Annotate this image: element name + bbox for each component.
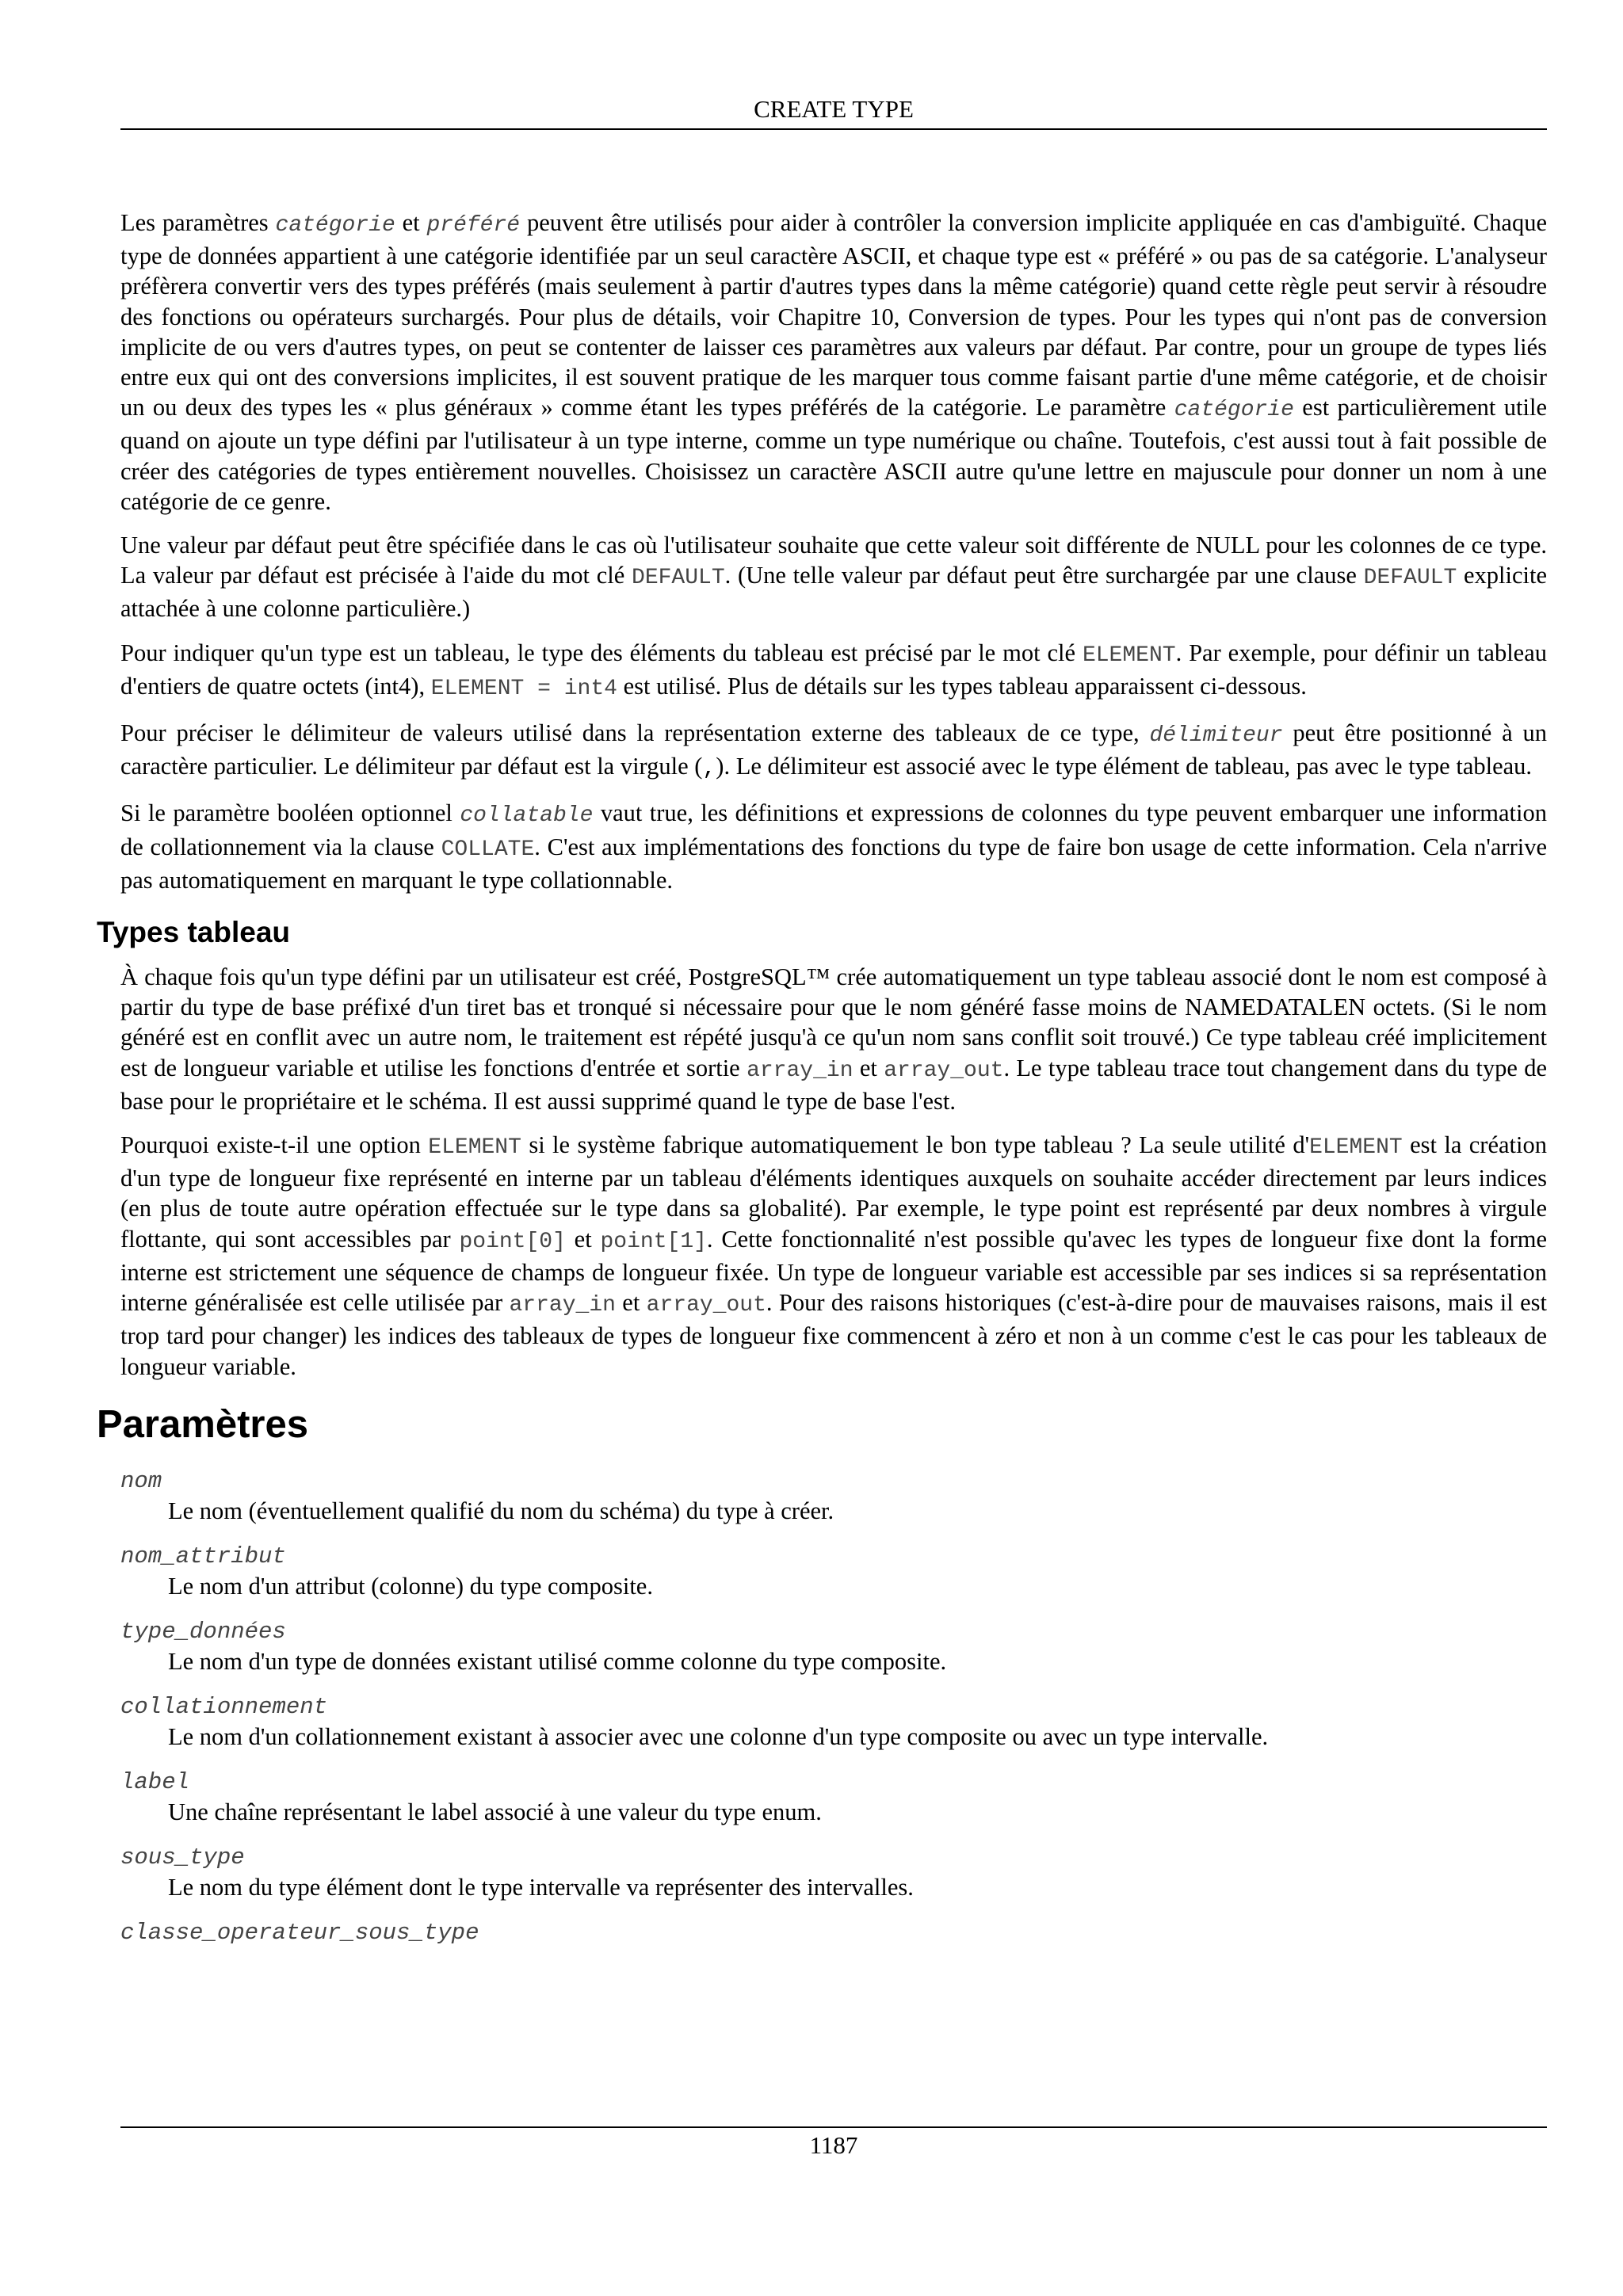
text: et	[615, 1289, 647, 1317]
text: et	[565, 1225, 601, 1253]
paragraph-element	[120, 638, 1547, 704]
text: . (Une telle valeur par défaut peut être surchargée par une clause	[724, 562, 1364, 589]
paragraph-categorie-prefere	[120, 208, 1547, 517]
replaceable-categorie: catégorie	[275, 213, 395, 238]
literal-element: ELEMENT	[1082, 643, 1176, 668]
replaceable-collatable: collatable	[460, 803, 594, 829]
text: explicite attachée à une colonne particulière.)	[120, 562, 1547, 623]
paragraph-types-tableau-1	[120, 962, 1547, 1116]
literal-collate: COLLATE	[441, 837, 535, 862]
param-desc-label: Une chaîne représentant le label associé à une valeur du type enum.	[168, 1798, 822, 1825]
param-desc-nom-attribut: Le nom d'un attribut (colonne) du type composite.	[168, 1572, 653, 1600]
text: Si le paramètre booléen optionnel	[120, 799, 460, 827]
replaceable-delimiteur: délimiteur	[1149, 723, 1283, 749]
text: Pourquoi existe-t-il une option	[120, 1131, 429, 1159]
param-desc-collationnement: Le nom d'un collationnement existant à associer avec une colonne d'un type composite ou avec un type intervalle.	[168, 1722, 1269, 1750]
paragraph-collatable	[120, 798, 1547, 895]
param-term-collationnement: collationnement	[120, 1693, 328, 1720]
text: et	[395, 209, 427, 236]
literal-comma: ,	[702, 757, 716, 782]
literal-array-in: array_in	[747, 1058, 854, 1083]
text: . Le type tableau trace tout changement dans du type de base pour le propriétaire et le schéma. Il est aussi supprimé quand le type de base l'est.	[120, 1054, 1547, 1115]
replaceable-categorie: catégorie	[1174, 398, 1294, 423]
literal-element: ELEMENT	[1309, 1135, 1403, 1161]
literal-default: DEFAULT	[1363, 566, 1457, 591]
text: À chaque fois qu'un type défini par un utilisateur est créé, PostgreSQL™ crée automatiquement un type tableau associé dont le nom est composé à partir du type de base préfixé d'un tiret bas et tronqué si nécessaire pour que le nom généré fasse moins de NAMEDATALEN octets. (Si le nom généré est en conflit avec un autre nom, le traitement est répété jusqu'à ce qu'un nom sans conflit soit trouvé.) Ce type tableau créé implicitement est de longueur variable et utilise les fonctions d'entrée et sortie	[120, 963, 1547, 1081]
param-term-type-donnees: type_données	[120, 1618, 286, 1645]
param-term-nom-attribut: nom_attribut	[120, 1543, 286, 1569]
running-header: CREATE TYPE	[754, 95, 914, 123]
text: est utilisé. Plus de détails sur les types tableau apparaissent ci-dessous.	[617, 672, 1307, 700]
literal-array-out: array_out	[884, 1058, 1004, 1083]
page-number: 1187	[809, 2131, 858, 2159]
text: Pour indiquer qu'un type est un tableau, le type des éléments du tableau est précisé par le mot clé	[120, 639, 1083, 666]
text: . Pour des raisons historiques (c'est-à-dire pour de mauvaises raisons, mais il est trop tard pour changer) les indices des tableaux de types de longueur fixe commencent à zéro et non à un comme c'est le cas pour les tableaux de longueur variable.	[120, 1289, 1547, 1380]
literal-element: ELEMENT	[428, 1135, 521, 1161]
param-desc-type-donnees: Le nom d'un type de données existant utilisé comme colonne du type composite.	[168, 1647, 947, 1675]
text: peut être positionné à un caractère particulier. Le délimiteur par défaut est la virgule (	[120, 719, 1547, 780]
literal-default: DEFAULT	[632, 566, 725, 591]
text: vaut true, les définitions et expressions de colonnes du type peuvent embarquer une information de collationnement via la clause	[120, 799, 1547, 860]
replaceable-prefere: préféré	[426, 213, 521, 238]
page-content	[97, 208, 1548, 1947]
text: Une valeur par défaut peut être spécifiée dans le cas où l'utilisateur souhaite que cette valeur soit différente de NULL pour les colonnes de ce type. La valeur par défaut est précisée à l'aide du mot clé	[120, 532, 1547, 589]
param-desc-sous-type: Le nom du type élément dont le type intervalle va représenter des intervalles.	[168, 1873, 914, 1901]
param-term-nom: nom	[120, 1467, 162, 1494]
header-rule	[120, 128, 1547, 130]
literal-element-int4: ELEMENT = int4	[430, 676, 617, 701]
param-term-classe-operateur-sous-type: classe_operateur_sous_type	[120, 1919, 479, 1946]
text: est particulièrement utile quand on ajoute un type défini par l'utilisateur à un type interne, comme un type numérique ou chaîne. Toutefois, c'est aussi tout à fait possible de créer des catégories de types entièrement nouvelles. Choisissez un caractère ASCII autre qu'une lettre en majuscule pour donner un nom à une catégorie de ce genre.	[120, 394, 1547, 515]
literal-array-in: array_in	[509, 1293, 616, 1318]
text: si le système fabrique automatiquement le bon type tableau ? La seule utilité d'	[521, 1131, 1310, 1159]
text: est la création d'un type de longueur fixe représenté en interne par un tableau d'éléments identiques auxquels on souhaite accéder directement par leurs indices (en plus de toute autre opération effectuée sur le type dans sa globalité). Par exemple, le type point est représenté par deux nombres à virgule flottante, qui sont accessibles par	[120, 1131, 1547, 1253]
literal-array-out: array_out	[646, 1293, 766, 1318]
paragraph-delimiteur	[120, 718, 1547, 784]
text: . Par exemple, pour définir un tableau d'entiers de quatre octets (int4),	[120, 639, 1547, 700]
section-title-parametres: Paramètres	[97, 1402, 308, 1446]
literal-point-1: point[1]	[600, 1229, 707, 1254]
footer-rule	[120, 2126, 1547, 2128]
text: . C'est aux implémentations des fonctions du type de faire bon usage de cette information. Cela n'arrive pas automatiquement en marquant le type collationnable.	[120, 833, 1548, 894]
text: . Cette fonctionnalité n'est possible qu'avec les types de longueur fixe dont la forme interne est strictement une séquence de champs de longueur fixée. Un type de longueur variable est accessible par ses indices si sa représentation interne généralisée est celle utilisée par	[120, 1225, 1548, 1317]
text: Les paramètres	[120, 209, 276, 236]
text: ). Le délimiteur est associé avec le type élément de tableau, pas avec le type tableau.	[716, 753, 1533, 780]
param-desc-nom: Le nom (éventuellement qualifié du nom du schéma) du type à créer.	[168, 1497, 834, 1524]
parameter-list	[120, 1467, 1547, 1947]
literal-point-0: point[0]	[459, 1229, 566, 1254]
param-term-sous-type: sous_type	[120, 1844, 245, 1871]
text: Pour préciser le délimiteur de valeurs utilisé dans la représentation externe des tableaux de ce type,	[120, 719, 1150, 747]
paragraph-types-tableau-2	[120, 1130, 1547, 1382]
section-title-types-tableau: Types tableau	[97, 916, 291, 949]
text: peuvent être utilisés pour aider à contrôler la conversion implicite appliquée en cas d'ambiguïté. Chaque type de données appartient à une catégorie identifiée par un seul caractère ASCII, et chaque type est « préféré » ou pas de sa catégorie. L'analyseur préfèrera convertir vers des types préférés (mais seulement à partir d'autres types dans la même catégorie) quand cette règle peut servir à résoudre des fonctions ou opérateurs surchargés. Pour plus de détails, voir Chapitre 10, Conversion de types. Pour les types qui n'ont pas de conversion implicite de ou vers d'autres types, on peut se contenter de laisser ces paramètres aux valeurs par défaut. Par contre, pour un groupe de types liés entre eux qui ont des conversions implicites, il est souvent pratique de les marquer tous comme faisant partie d'une même catégorie, et de choisir un ou deux des types les « plus généraux » comme étant les types préférés de la catégorie. Le paramètre	[120, 209, 1548, 421]
paragraph-default	[120, 530, 1547, 624]
param-term-label: label	[120, 1768, 190, 1795]
text: et	[853, 1054, 884, 1081]
